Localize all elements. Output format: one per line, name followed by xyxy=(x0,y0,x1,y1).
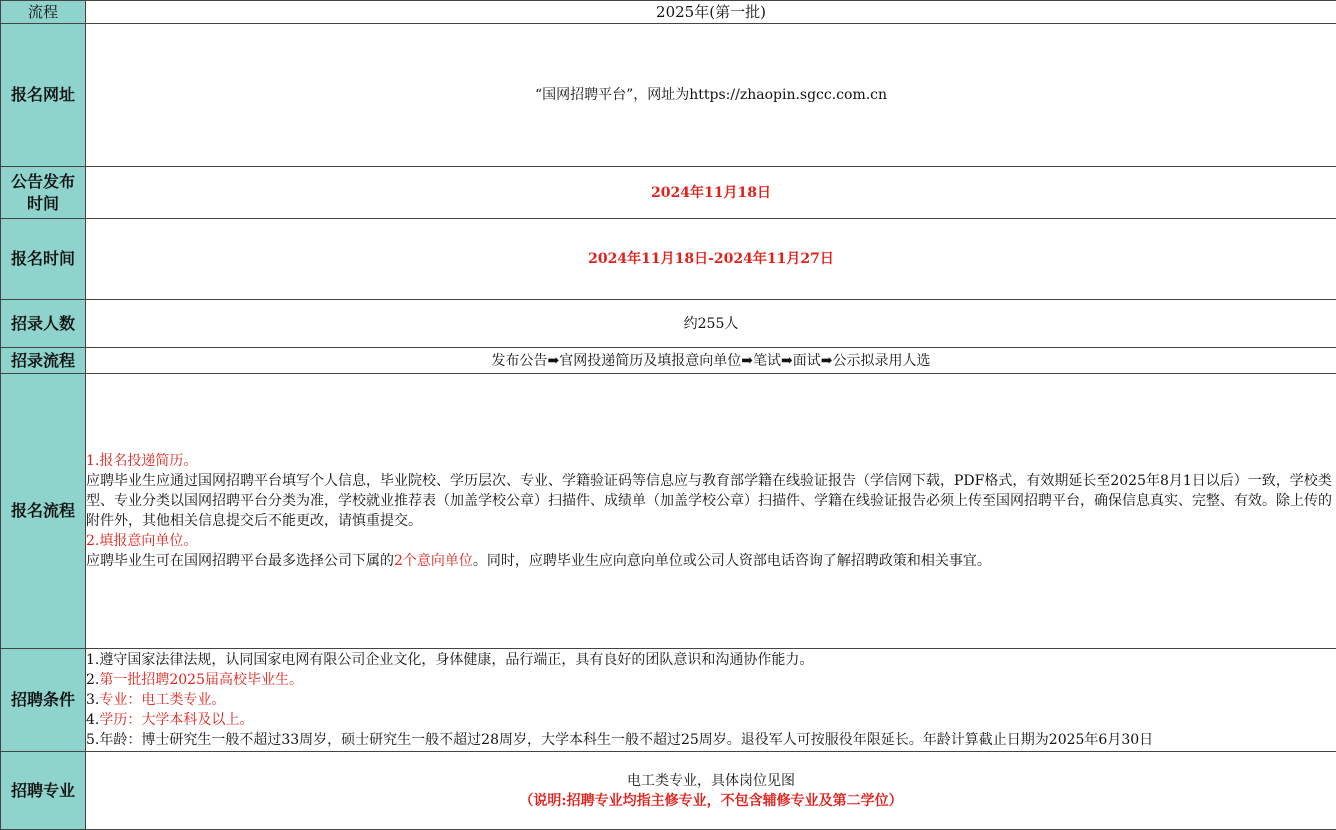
condition-item-1: 1.遵守国家法律法规，认同国家电网有限公司企业文化，身体健康，品行端正，具有良好的团队意识和沟通协作能力。 xyxy=(86,650,1336,670)
major-row xyxy=(1,752,1336,830)
condition-item-4-text: 学历：大学本科及以上。 xyxy=(99,712,253,728)
announce-date: 2024年11月18日 xyxy=(86,167,1336,219)
announce-row xyxy=(1,167,1336,219)
apply-flow-label: 报名流程 xyxy=(1,374,86,649)
apply-step1-text: 应聘毕业生应通过国网招聘平台填写个人信息，毕业院校、学历层次、专业、学籍验证码等信息应与教育部学籍在线验证报告（学信网下载，PDF格式，有效期延长至2025年8月1日以后）一致，学校类型、专业分类以国网招聘平台分类为准，学校就业推荐表（加盖学校公章）扫描件、成绩单（加盖学校公章）扫描件、学籍在线验证报告必须上传至国网招聘平台，确保信息真实、完整、有效。除上传的附件外，其他相关信息提交后不能更改，请慎重提交。 xyxy=(86,471,1336,531)
condition-item-4 xyxy=(86,710,1336,730)
conditions-label: 招聘条件 xyxy=(1,649,86,752)
website-label: 报名网址 xyxy=(1,24,86,167)
headcount-label: 招录人数 xyxy=(1,300,86,348)
condition-item-2-text: 第一批招聘2025届高校毕业生。 xyxy=(99,672,303,688)
major-note: （说明:招聘专业均指主修专业，不包含辅修专业及第二学位） xyxy=(86,791,1336,811)
headcount-value: 约255人 xyxy=(86,300,1336,348)
condition-item-3-text: 专业：电工类专业。 xyxy=(99,692,225,708)
registration-time-value: 2024年11月18日-2024年11月27日 xyxy=(86,219,1336,300)
announce-label-line1: 公告发布 xyxy=(1,171,85,193)
website-row xyxy=(1,24,1336,167)
condition-item-2 xyxy=(86,670,1336,690)
apply-step2-post: 。同时，应聘毕业生应向意向单位或公司人资部电话咨询了解招聘政策和相关事宜。 xyxy=(473,553,991,569)
major-content xyxy=(86,752,1336,830)
conditions-row xyxy=(1,649,1336,752)
registration-time-row xyxy=(1,219,1336,300)
condition-item-3-num: 3. xyxy=(86,692,99,708)
apply-step2-highlight: 2个意向单位 xyxy=(394,553,473,569)
announce-label xyxy=(1,167,86,219)
batch-title: 2025年(第一批) xyxy=(86,1,1336,24)
major-label: 招聘专业 xyxy=(1,752,86,830)
header-row xyxy=(1,1,1336,24)
major-line1: 电工类专业，具体岗位见图 xyxy=(86,771,1336,791)
condition-item-2-num: 2. xyxy=(86,672,99,688)
apply-step1-title: 1.报名投递简历。 xyxy=(86,451,1336,471)
recruit-flow-row xyxy=(1,348,1336,374)
headcount-row xyxy=(1,300,1336,348)
registration-time-label: 报名时间 xyxy=(1,219,86,300)
condition-item-3 xyxy=(86,690,1336,710)
header-label: 流程 xyxy=(1,1,86,24)
conditions-content xyxy=(86,649,1336,752)
apply-flow-content xyxy=(86,374,1336,649)
condition-item-5: 5.年龄：博士研究生一般不超过33周岁，硕士研究生一般不超过28周岁，大学本科生一般不超过25周岁。退役军人可按服役年限延长。年龄计算截止日期为2025年6月30日 xyxy=(86,730,1336,750)
recruit-flow-value: 发布公告➡官网投递简历及填报意向单位➡笔试➡面试➡公示拟录用人选 xyxy=(86,348,1336,374)
website-value: “国网招聘平台”，网址为https://zhaopin.sgcc.com.cn xyxy=(86,24,1336,167)
apply-flow-row xyxy=(1,374,1336,649)
apply-step2-title: 2.填报意向单位。 xyxy=(86,531,1336,551)
apply-step2-pre: 应聘毕业生可在国网招聘平台最多选择公司下属的 xyxy=(86,553,394,569)
recruit-flow-label: 招录流程 xyxy=(1,348,86,374)
condition-item-4-num: 4. xyxy=(86,712,99,728)
announce-label-line2: 时间 xyxy=(1,193,85,215)
apply-step2-text xyxy=(86,551,1336,571)
